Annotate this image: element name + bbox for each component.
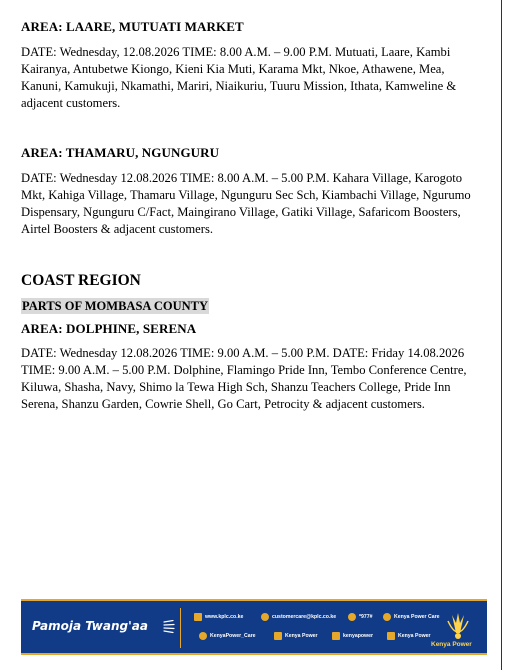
twitter-text: KenyaPower_Care	[210, 633, 256, 639]
area-details-laare: DATE: Wednesday, 12.08.2026 TIME: 8.00 A.M. – 9.00 P.M. Mutuati, Laare, Kambi Kairanya, Antubetwe Kiongo, Kieni Kia Muti, Karama Mkt, Nkoe, Athawene, Mea, Kanuni, Kamukuji, Nkamathi, Mariri, Niaikuriu, Tuuru Mission, Ithata, Kamweline & adjacent customers.	[21, 45, 457, 110]
area-heading-dolphine: AREA: DOLPHINE, SERENA	[21, 321, 197, 336]
area-heading-thamaru: AREA: THAMARU, NGUNGURU	[21, 145, 220, 160]
at-icon	[261, 613, 269, 621]
youtube-icon	[274, 632, 282, 640]
slogan: Pamoja Twang'aa	[32, 619, 148, 633]
footer-divider	[180, 608, 181, 648]
contact-linkedin[interactable]	[387, 632, 431, 640]
email-text: customercare@kplc.co.ke	[272, 614, 337, 620]
area-heading-laare: AREA: LAARE, MUTUATI MARKET	[21, 19, 244, 34]
contact-website[interactable]	[194, 613, 243, 621]
facebook-icon	[383, 613, 391, 621]
facebook-text: Kenya Power Care	[394, 614, 440, 620]
county-heading: PARTS OF MOMBASA COUNTY	[22, 299, 209, 313]
linkedin-text: Kenya Power	[398, 633, 431, 639]
ussd-text: *977#	[359, 614, 373, 620]
contact-facebook[interactable]	[383, 613, 440, 621]
region-heading: COAST REGION	[21, 272, 141, 289]
linkedin-icon	[387, 632, 395, 640]
document-body	[21, 18, 481, 413]
instagram-text: kenyapower	[343, 633, 373, 639]
laptop-icon	[194, 613, 202, 621]
page-edge-rule	[501, 0, 502, 670]
footer-banner	[21, 599, 487, 655]
area-details-dolphine: DATE: Wednesday 12.08.2026 TIME: 9.00 A.M. – 5.00 P.M. DATE: Friday 14.08.2026 TIME: 9.00 A.M. – 5.00 P.M. Dolphine, Flamingo Pride Inn, Tembo Conference Centre, Kiluwa, Shasha, Navy, Shimo la Tewa High Sch, Shanzu Teachers College, Pride Inn Serena, Shanzu Garden, Cowrie Shell, Go Cart, Petrocity & adjacent customers.	[21, 346, 467, 411]
phone-icon	[348, 613, 356, 621]
contact-ussd[interactable]	[348, 613, 373, 621]
contact-youtube[interactable]	[274, 632, 318, 640]
youtube-text: Kenya Power	[285, 633, 318, 639]
contact-twitter[interactable]	[199, 632, 256, 640]
twitter-icon	[199, 632, 207, 640]
slogan-rays-icon	[163, 620, 175, 634]
brand-name: Kenya Power	[431, 641, 472, 648]
instagram-icon	[332, 632, 340, 640]
website-text: www.kplc.co.ke	[205, 614, 244, 620]
contact-instagram[interactable]	[332, 632, 373, 640]
contact-email[interactable]	[261, 613, 336, 621]
area-details-thamaru: DATE: Wednesday 12.08.2026 TIME: 8.00 A.M. – 5.00 P.M. Kahara Village, Karogoto Mkt, Kahiga Village, Thamaru Village, Ngunguru Sec Sch, Kiambachi Village, Ngurumo Dispensary, Ngunguru C/Fact, Maingirano Village, Gatiki Village, Safaricom Boosters, Airtel Boosters & adjacent customers.	[21, 171, 471, 236]
